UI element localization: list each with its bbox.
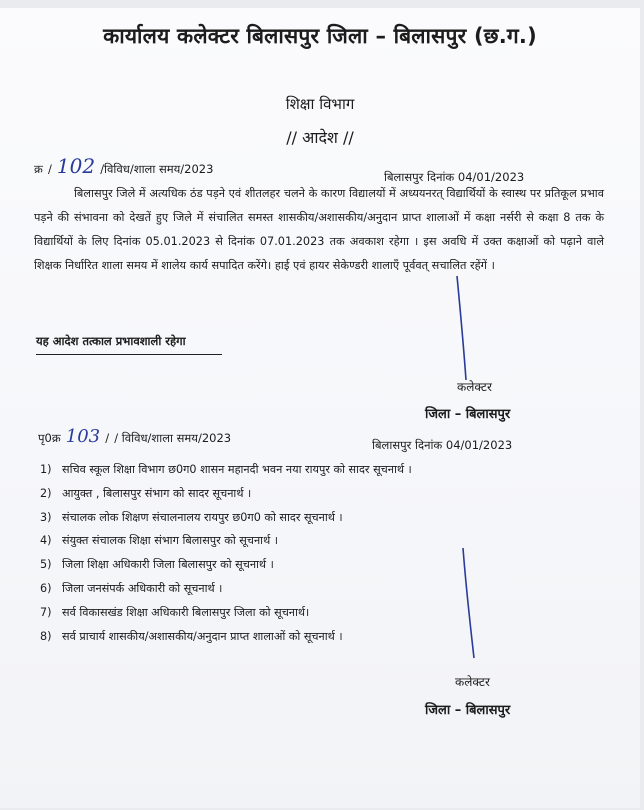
signature-stroke-1 bbox=[457, 276, 466, 380]
effect-statement: यह आदेश तत्काल प्रभावशाली रहेगा bbox=[36, 334, 186, 348]
signatory-title-1: कलेक्टर bbox=[457, 380, 492, 394]
signatory-place-1: जिला – बिलासपुर bbox=[425, 407, 511, 422]
signature-stroke-2 bbox=[463, 548, 474, 658]
ref-number-handwritten: 102 bbox=[56, 154, 96, 178]
list-item: 4) संयुक्त संचालक शिक्षा संभाग बिलासपुर को सूचनार्थ । bbox=[40, 534, 279, 548]
order-body-text: बिलासपुर जिले में अत्यधिक ठंड पड़ने एवं शीतलहर चलने के कारण विद्यालयों में अध्ययनरत् विद्यार्थियों के स्वास्थ पर प्रतिकूल प्रभाव पड़ने की संभावना को देखतें हुए जिले में संचालित समस्त शासकीय/अशासकीय/अनुदान प्राप्त शालाओं में कक्षा नर्सरी से कक्षा 8 तक के विद्यार्थियों के लिए दिनांक 05.01.2023 से दिनांक 07.01.2023 तक अवकाश रहेगा । इस अवधि में उक्त कक्षाओं को पढ़ाने वाले शिक्षक निर्धारित शाला समय में शालेय कार्य सपादित करेंगे। हाई एवं हायर सेकेण्डरी शालाएँ पूर्ववत् सचालित रहेंगें । bbox=[34, 187, 604, 272]
document-page bbox=[0, 8, 640, 808]
pen-signature-strokes bbox=[0, 8, 640, 808]
endorse-suffix: / विविध/शाला समय/2023 bbox=[114, 431, 232, 445]
list-item: 8) सर्व प्राचार्य शासकीय/अशासकीय/अनुदान प्राप्त शालाओं को सूचनार्थ । bbox=[40, 629, 343, 643]
list-item: 5) जिला शिक्षा अधिकारी जिला बिलासपुर को सूचनार्थ । bbox=[40, 558, 274, 572]
order-reference: क्र / 102 /विविध/शाला समय/2023 bbox=[34, 154, 214, 178]
ref-prefix: क्र bbox=[34, 162, 43, 176]
list-item: 1) सचिव स्कूल शिक्षा विभाग छ0ग0 शासन महानदी भवन नया रायपुर को सादर सूचनार्थ । bbox=[40, 463, 412, 476]
list-item: 2) आयुक्त , बिलासपुर संभाग को सादर सूचनार्थ । bbox=[40, 486, 252, 500]
office-title: कार्यालय कलेक्टर बिलासपुर जिला – बिलासपुर (छ.ग.) bbox=[103, 24, 537, 48]
endorsement-date: बिलासपुर दिनांक 04/01/2023 bbox=[372, 438, 513, 452]
signatory-place-2: जिला – बिलासपुर bbox=[425, 703, 511, 718]
endorse-prefix: पृ0क्र bbox=[38, 431, 61, 445]
list-item: 3) संचालक लोक शिक्षण संचालनालय रायपुर छ0ग0 को सादर सूचनार्थ । bbox=[40, 510, 343, 524]
list-item: 7) सर्व विकासखंड शिक्षा अधिकारी बिलासपुर जिला को सूचनार्थ। bbox=[40, 605, 310, 619]
order-date: बिलासपुर दिनांक 04/01/2023 bbox=[384, 170, 525, 184]
endorse-number-handwritten: 103 bbox=[65, 426, 101, 447]
list-item: 6) जिला जनसंपर्क अधिकारी को सूचनार्थ । bbox=[40, 581, 223, 595]
department-title: शिक्षा विभाग bbox=[285, 95, 355, 113]
ref-suffix: /विविध/शाला समय/2023 bbox=[100, 162, 214, 176]
signatory-title-2: कलेक्टर bbox=[455, 675, 490, 689]
order-title: // आदेश // bbox=[286, 128, 354, 147]
endorsement-reference: पृ0क्र 103 / / विविध/शाला समय/2023 bbox=[38, 426, 232, 447]
